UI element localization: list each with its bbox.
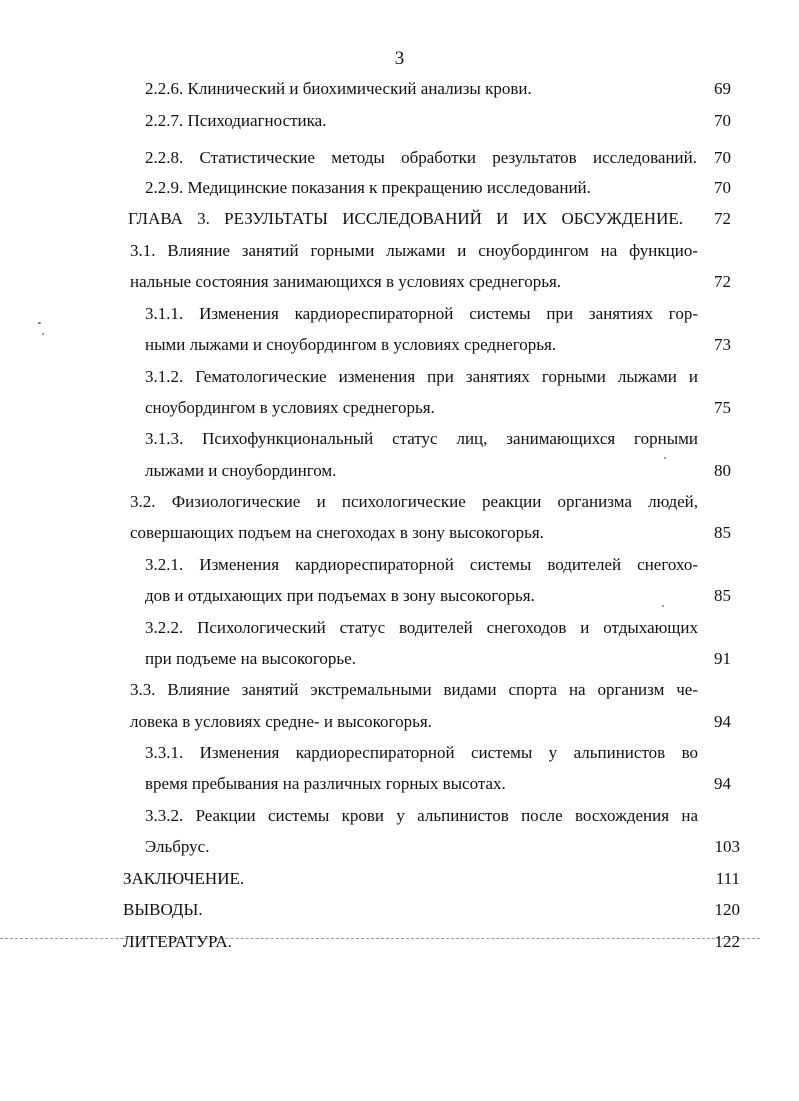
- scan-speck: [664, 457, 666, 459]
- toc-entry-page: 94: [714, 774, 731, 793]
- toc-entry-line2: совершающих подъем на снегоходах в зону высокогорья.: [130, 523, 544, 542]
- toc-entry-text: 2.2.6. Клинический и биохимический анализы крови.: [145, 79, 532, 98]
- toc-entry-line2: ловека в условиях средне- и высокогорья.: [130, 712, 432, 731]
- toc-entry-page: 75: [714, 398, 731, 417]
- toc-entry-line1: 3.2. Физиологические и психологические реакции организма людей,: [130, 492, 698, 511]
- toc-entry-line2: лыжами и сноубордингом.: [145, 461, 337, 480]
- toc-entry-text: ЛИТЕРАТУРА.: [123, 932, 232, 951]
- toc-entry-text: ВЫВОДЫ.: [123, 900, 203, 919]
- toc-entry-line1: 3.2.2. Психологический статус водителей снегоходов и отдыхающих: [145, 618, 698, 637]
- toc-entry-text: 2.2.8. Статистические методы обработки результатов исследований.: [145, 148, 697, 167]
- toc-entry-page: 73: [714, 335, 731, 354]
- toc-entry-line2: ными лыжами и сноубордингом в условиях среднегорья.: [145, 335, 557, 354]
- page-number: 3: [394, 48, 405, 69]
- toc-entry-line1: 3.1.2. Гематологические изменения при занятиях горными лыжами и: [145, 367, 698, 386]
- toc-entry-page: 70: [714, 178, 731, 197]
- toc-entry-page: 120: [714, 900, 740, 919]
- toc-entry-page: 70: [714, 148, 731, 167]
- toc-entry-page: 80: [714, 461, 731, 480]
- scan-artifact-line: [0, 938, 760, 939]
- toc-entry-text: 2.2.7. Психодиагностика.: [145, 111, 327, 130]
- toc-entry-page: 103: [714, 837, 740, 856]
- toc-entry-page: 72: [714, 272, 731, 291]
- toc-entry-line2: нальные состояния занимающихся в условиях среднегорья.: [130, 272, 562, 291]
- toc-entry-page: 72: [714, 209, 731, 228]
- toc-entry-line2: сноубордингом в условиях среднегорья.: [145, 398, 435, 417]
- toc-entry-page: 111: [715, 869, 740, 888]
- toc-entry-line2: дов и отдыхающих при подъемах в зону высокогорья.: [145, 586, 535, 605]
- toc-entry-page: 70: [714, 111, 731, 130]
- toc-entry-page: 69: [714, 79, 731, 98]
- toc-entry-page: 122: [714, 932, 740, 951]
- scan-speck: [662, 605, 664, 607]
- toc-entry-page: 91: [714, 649, 731, 668]
- toc-entry-text: ЗАКЛЮЧЕНИЕ.: [123, 869, 245, 888]
- toc-entry-page: 94: [714, 712, 731, 731]
- scan-speck: [42, 333, 44, 335]
- toc-entry-line1: 3.3. Влияние занятий экстремальными видами спорта на организм че-: [130, 680, 698, 699]
- toc-entry-line2: Эльбрус.: [145, 837, 210, 856]
- toc-entry-line1: 3.1. Влияние занятий горными лыжами и сноубордингом на функцио-: [130, 241, 698, 260]
- toc-entry-line1: 3.3.2. Реакции системы крови у альпинистов после восхождения на: [145, 806, 698, 825]
- toc-entry-line1: 3.2.1. Изменения кардиореспираторной системы водителей снегохо-: [145, 555, 698, 574]
- toc-entry-text: 2.2.9. Медицинские показания к прекращению исследований.: [145, 178, 591, 197]
- scan-speck: [38, 322, 41, 324]
- toc-entry-line2: время пребывания на различных горных высотах.: [145, 774, 506, 793]
- toc-chapter-heading: ГЛАВА 3. РЕЗУЛЬТАТЫ ИССЛЕДОВАНИЙ И ИХ ОБСУЖДЕНИЕ.: [128, 209, 683, 228]
- toc-entry-line1: 3.1.3. Психофункциональный статус лиц, занимающихся горными: [145, 429, 698, 448]
- toc-entry-page: 85: [714, 586, 731, 605]
- toc-entry-page: 85: [714, 523, 731, 542]
- toc-entry-line2: при подъеме на высокогорье.: [145, 649, 356, 668]
- toc-entry-line1: 3.1.1. Изменения кардиореспираторной системы при занятиях гор-: [145, 304, 698, 323]
- toc-entry-line1: 3.3.1. Изменения кардиореспираторной системы у альпинистов во: [145, 743, 698, 762]
